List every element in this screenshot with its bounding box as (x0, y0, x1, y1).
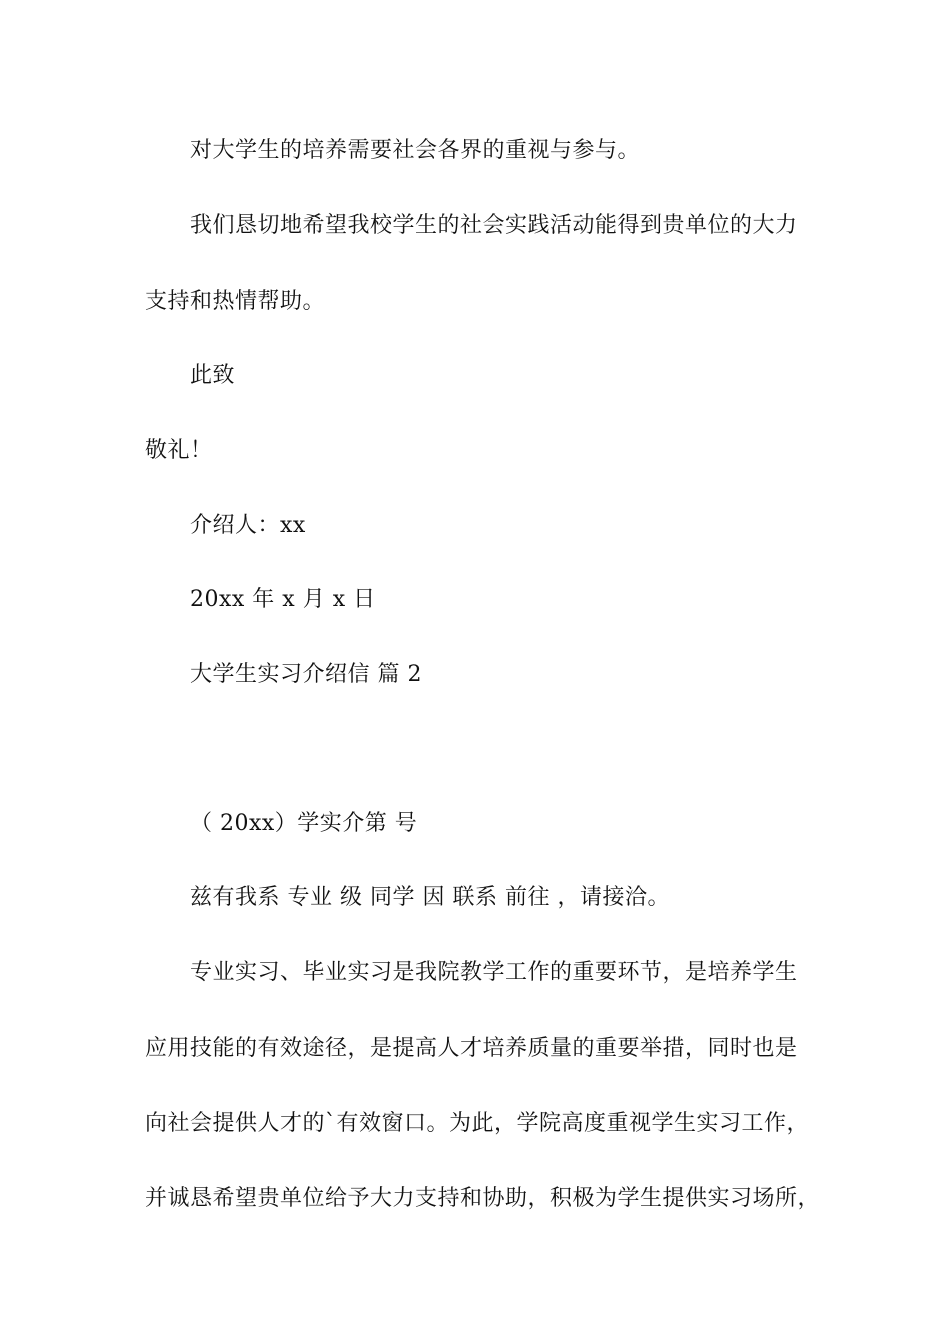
reference-number-line: （ 20xx）学实介第 号 (190, 811, 418, 836)
paragraph-line: 专业实习、毕业实习是我院教学工作的重要环节，是培养学生 (190, 960, 798, 985)
paragraph-line: 对大学生的培养需要社会各界的重视与参与。 (190, 138, 641, 163)
signature-line: 介绍人：xx (190, 513, 306, 538)
paragraph-line: 向社会提供人才的`有效窗口。为此，学院高度重视学生实习工作， (145, 1111, 810, 1136)
paragraph-line: 支持和热情帮助。 (145, 289, 326, 314)
paragraph-line: 我们恳切地希望我校学生的社会实践活动能得到贵单位的大力 (190, 213, 798, 238)
paragraph-line: 应用技能的有效途径，是提高人才培养质量的重要举措，同时也是 (145, 1036, 798, 1061)
salutation-line: 此致 (190, 363, 236, 388)
salutation-line: 敬礼！ (145, 438, 213, 463)
paragraph-line: 兹有我系 专业 级 同学 因 联系 前往 ，请接洽。 (190, 885, 670, 910)
section-heading: 大学生实习介绍信 篇 2 (190, 662, 422, 687)
paragraph-line: 并诚恳希望贵单位给予大力支持和协助，积极为学生提供实习场所， (145, 1186, 821, 1211)
date-line: 20xx 年 x 月 x 日 (190, 587, 376, 612)
